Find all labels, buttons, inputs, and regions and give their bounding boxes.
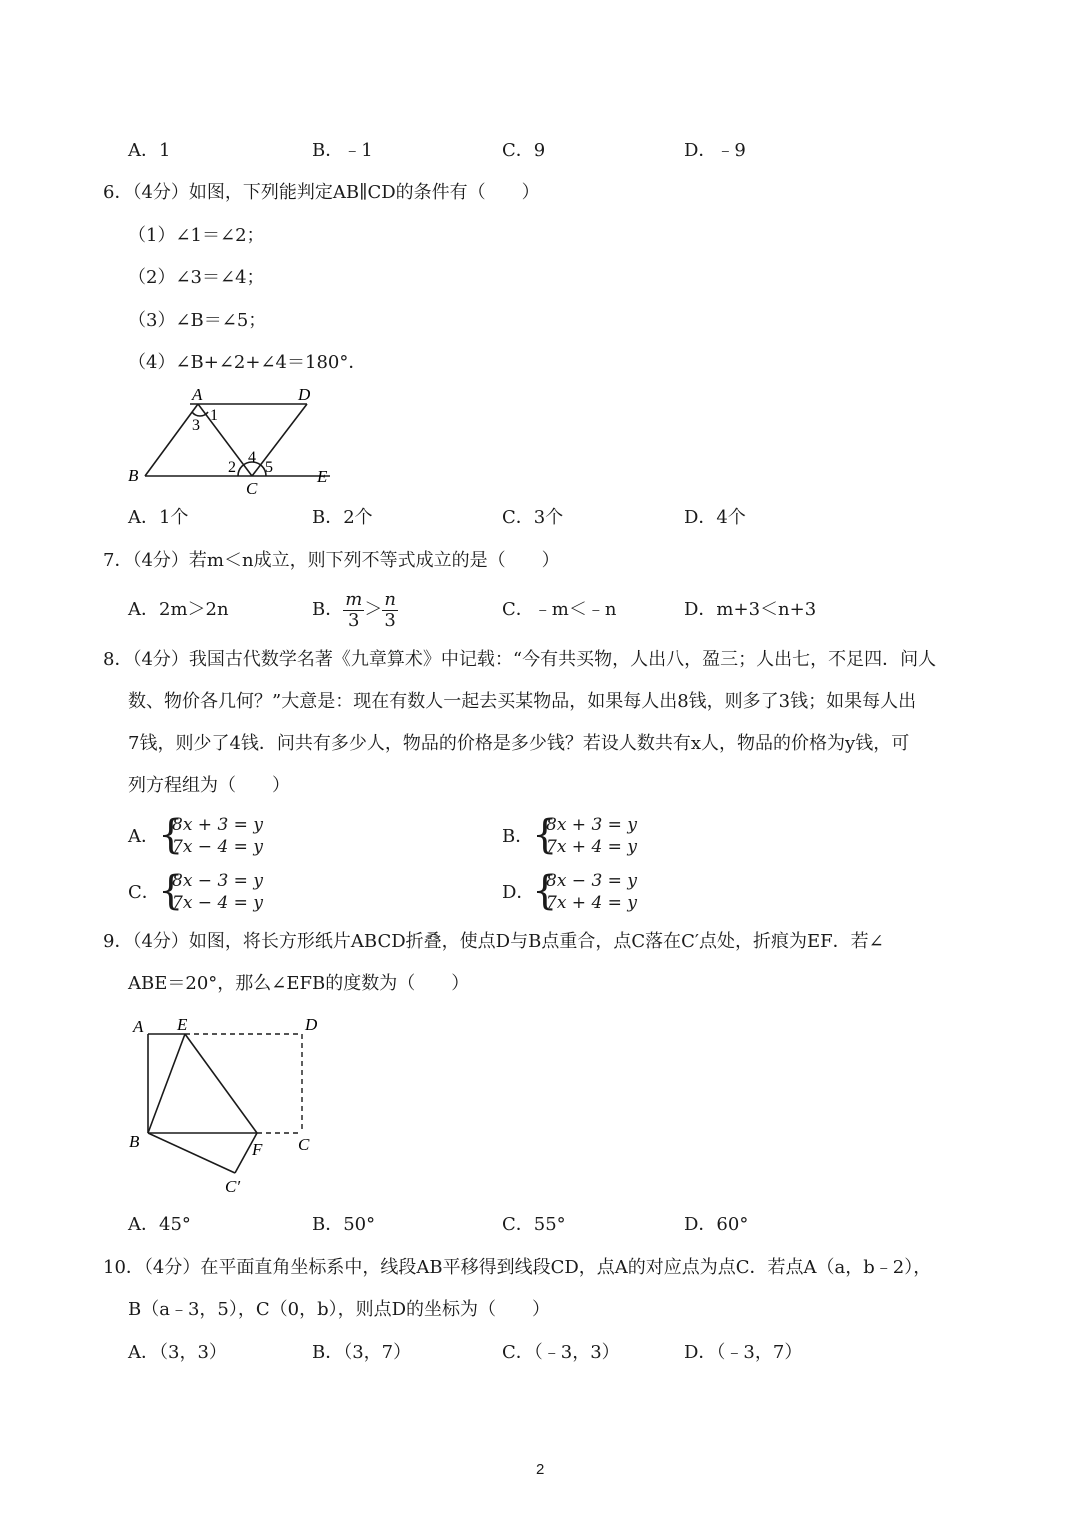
q9-option-a: A．45°: [128, 1214, 191, 1235]
q8-option-a-label: A．: [128, 826, 159, 847]
q6-option-b: B．2个: [312, 507, 373, 528]
q8-option-c-label: C．: [128, 882, 160, 903]
q9-figure: [125, 1010, 335, 1200]
q6-stem: 6．（4分）如图，下列能判定AB∥CD的条件有（ ）: [103, 182, 540, 203]
q7-fraction-1: [343, 590, 364, 631]
q7-frac1-numerator: m: [345, 588, 363, 610]
q10-stem-line-2: B（a﹣3，5），C（0，b），则点D的坐标为（ ）: [128, 1299, 551, 1320]
label-d: D: [305, 1015, 318, 1034]
q7-option-b: [312, 585, 398, 635]
q8-option-c-eq1: 8x − 3 = y: [172, 871, 263, 891]
label-b: B: [129, 1132, 140, 1151]
q6-figure: [120, 380, 340, 495]
brace-icon: {: [158, 812, 184, 858]
q8-option-b-eq1: 8x + 3 = y: [546, 815, 637, 835]
q8-option-c: [128, 869, 328, 917]
q6-condition-4: （4）∠B+∠2+∠4＝180°．: [128, 352, 367, 373]
label-a: A: [133, 1017, 144, 1036]
q6-condition-1: （1）∠1＝∠2；: [128, 225, 265, 246]
label-c: C: [246, 479, 258, 495]
q8-option-a-eq1: 8x + 3 = y: [172, 815, 263, 835]
q7-option-c: C．﹣m＜﹣n: [502, 599, 617, 620]
q8-option-d-eq1: 8x − 3 = y: [546, 871, 637, 891]
angle-label-5: 5: [265, 459, 273, 476]
brace-icon: {: [158, 868, 184, 914]
q9-stem-line-1: 9．（4分）如图，将长方形纸片ABCD折叠，使点D与B点重合，点C落在C′点处，折痕为EF．若∠: [103, 931, 884, 952]
q5-option-b: B．﹣1: [312, 140, 373, 161]
q7-frac1-denominator: 3: [348, 609, 360, 631]
label-e: E: [317, 467, 328, 486]
line-bcp: [148, 1133, 235, 1173]
q5-option-d: D．﹣9: [684, 140, 746, 161]
angle-label-3: 3: [192, 417, 200, 434]
label-e: E: [177, 1015, 188, 1034]
q10-option-d: D．（﹣3，7）: [684, 1342, 803, 1363]
q5-option-a: A．1: [128, 140, 171, 161]
q8-stem-line-1: 8．（4分）我国古代数学名著《九章算术》中记载：“今有共买物，人出八，盈三；人出七，不足四．问人: [103, 649, 937, 670]
label-b: B: [128, 466, 139, 485]
brace-icon: {: [532, 868, 558, 914]
q8-option-a-eq2: 7x − 4 = y: [172, 837, 263, 857]
q7-option-d: D．m+3＜n+3: [684, 599, 817, 620]
q9-option-d: D．60°: [684, 1214, 749, 1235]
line-eb: [148, 1034, 185, 1133]
q6-option-c: C．3个: [502, 507, 564, 528]
q8-stem-line-2: 数、物价各几何？”大意是：现在有数人一起去买某物品，如果每人出8钱，则多了3钱；如果每人出: [128, 691, 917, 712]
q8-option-b-label: B．: [502, 826, 534, 847]
q6-option-d: D．4个: [684, 507, 746, 528]
q9-option-b: B．50°: [312, 1214, 376, 1235]
angle-label-2: 2: [228, 459, 236, 476]
q5-option-c: C．9: [502, 140, 546, 161]
q8-option-b: [502, 813, 702, 861]
q8-option-c-eq2: 7x − 4 = y: [172, 893, 263, 913]
brace-icon: {: [532, 812, 558, 858]
q8-option-d: [502, 869, 702, 917]
q7-frac2-numerator: n: [384, 588, 396, 610]
label-d: D: [298, 385, 311, 404]
q9-stem-line-2: ABE＝20°，那么∠EFB的度数为（ ）: [128, 973, 470, 994]
q8-option-a: [128, 813, 328, 861]
q8-stem-line-4: 列方程组为（ ）: [128, 775, 290, 796]
page-number: 2: [536, 1461, 545, 1478]
q10-option-b: B．（3，7）: [312, 1342, 412, 1363]
line-ef: [185, 1034, 257, 1133]
label-f: F: [252, 1140, 263, 1159]
label-c-prime: C′: [225, 1177, 241, 1196]
q9-option-c: C．55°: [502, 1214, 566, 1235]
q10-option-c: C．（﹣3，3）: [502, 1342, 620, 1363]
q8-option-b-eq2: 7x + 4 = y: [546, 837, 637, 857]
q8-stem-line-3: 7钱，则少了4钱．问共有多少人，物品的价格是多少钱？若设人数共有x人，物品的价格为y钱，可: [128, 733, 910, 754]
q10-option-a: A．（3，3）: [128, 1342, 227, 1363]
q6-option-a: A．1个: [128, 507, 189, 528]
q7-frac2-denominator: 3: [384, 609, 396, 631]
label-a: A: [192, 385, 203, 404]
angle-label-4: 4: [248, 449, 256, 466]
q8-option-d-label: D．: [502, 882, 535, 903]
angle-label-1: 1: [210, 407, 218, 424]
label-c: C: [298, 1135, 310, 1154]
q7-option-b-label: B．: [312, 599, 344, 620]
q7-option-b-relation: ＞: [364, 599, 383, 620]
q7-stem: 7．（4分）若m＜n成立，则下列不等式成立的是（ ）: [103, 550, 560, 571]
q6-condition-3: （3）∠B＝∠5；: [128, 310, 267, 331]
q7-fraction-2: [382, 590, 398, 631]
q10-stem-line-1: 10．（4分）在平面直角坐标系中，线段AB平移得到线段CD，点A的对应点为点C．若点A（a，b﹣2），: [103, 1257, 932, 1278]
q6-condition-2: （2）∠3＝∠4；: [128, 267, 265, 288]
q8-option-d-eq2: 7x + 4 = y: [546, 893, 637, 913]
q7-option-a: A．2m＞2n: [128, 599, 229, 620]
line-ba: [145, 404, 198, 476]
